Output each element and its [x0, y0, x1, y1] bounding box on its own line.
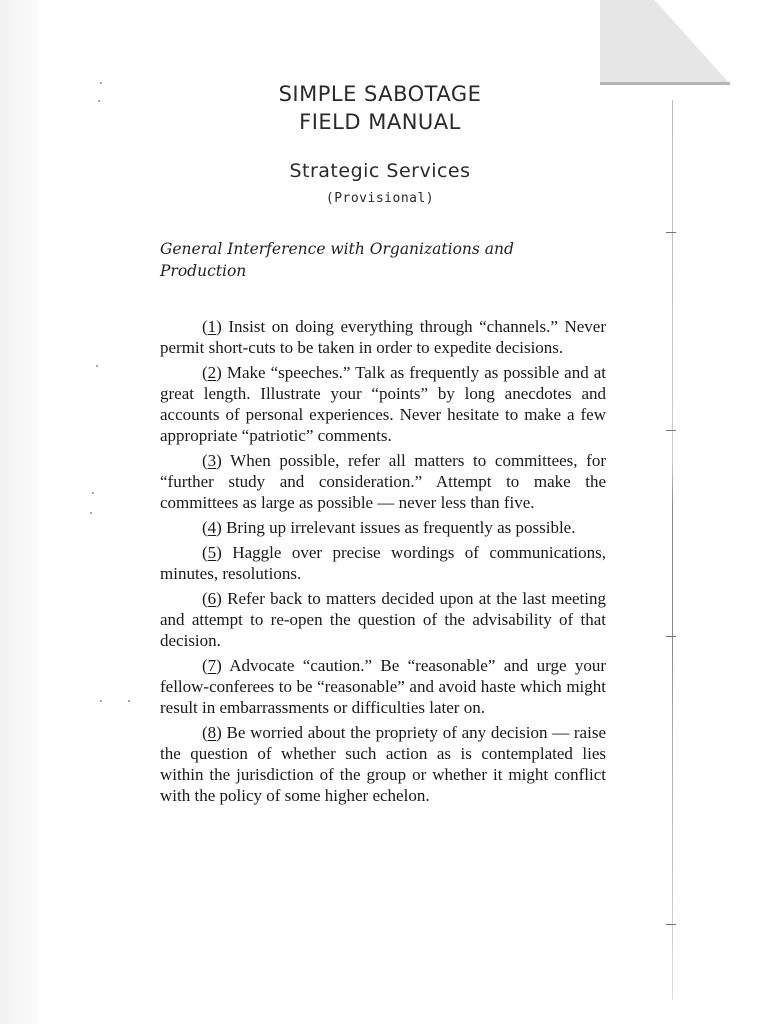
scan-speck [100, 700, 102, 702]
margin-tick [666, 232, 676, 233]
item-number: 5 [207, 543, 217, 562]
scan-speck [96, 365, 98, 367]
item-number: 6 [207, 589, 217, 608]
margin-rule-line [672, 100, 673, 1000]
scan-margin-left [0, 0, 38, 1024]
paragraph: (3) When possible, refer all matters to committees, for “further study and consideration.” Attempt to make the committees as large as possible — never less than five. [160, 451, 606, 512]
paragraph: (7) Advocate “caution.” Be “reasonable” and urge your fellow-conferees to be “reasonable” and avoid haste which might result in embarrassments or difficulties later on. [160, 656, 606, 717]
item-number: 4 [207, 518, 217, 537]
paragraph: (4) Bring up irrelevant issues as frequently as possible. [202, 518, 576, 537]
item-number: 7 [207, 656, 217, 675]
paragraph: (1) Insist on doing everything through “channels.” Never permit short-cuts to be taken in order to expedite decisions. [160, 317, 606, 357]
document-title: SIMPLE SABOTAGE [278, 82, 482, 106]
paragraph: (2) Make “speeches.” Talk as frequently as possible and at great length. Illustrate your “points” by long anecdotes and accounts of personal experiences. Never hesitate to make a few appropriate “patriotic” comments. [160, 363, 606, 445]
margin-tick [666, 636, 676, 637]
margin-tick [666, 924, 676, 925]
item-number: 8 [207, 723, 217, 742]
folded-corner-edge [600, 82, 730, 85]
item-text: Bring up irrelevant issues as frequently as possible. [221, 518, 576, 537]
margin-tick [666, 430, 676, 431]
scan-speck [92, 492, 94, 494]
item-text: Insist on doing everything through “channels.” Never permit short-cuts to be taken in order to expedite decisions. [160, 317, 606, 357]
document-title-line2: FIELD MANUAL [299, 110, 461, 134]
scan-speck [128, 700, 130, 702]
document-body [160, 316, 606, 810]
section-heading: General Interference with Organizations and Production [160, 240, 514, 280]
item-number: 1 [207, 317, 217, 336]
paragraph: (5) Haggle over precise wordings of communications, minutes, resolutions. [160, 543, 606, 583]
item-text: Be worried about the propriety of any decision — raise the question of whether such action as is contemplated lies within the jurisdiction of the group or whether it might conflict with the policy of some higher echelon. [160, 723, 606, 805]
item-text: Advocate “caution.” Be “reasonable” and urge your fellow-conferees to be “reasonable” and avoid haste which might result in embarrassments or difficulties later on. [160, 656, 606, 717]
scan-speck [100, 82, 102, 84]
item-number: 2 [207, 363, 217, 382]
item-text: Haggle over precise wordings of communications, minutes, resolutions. [160, 543, 606, 583]
document-subtitle-note: (Provisional) [325, 191, 435, 206]
item-number: 3 [207, 451, 217, 470]
document-subtitle: Strategic Services [289, 160, 471, 182]
scan-speck [98, 100, 100, 102]
item-text: When possible, refer all matters to committees, for “further study and consideration.” Attempt to make the committees as large as possible — never less than five. [160, 451, 606, 512]
paragraph: (6) Refer back to matters decided upon at the last meeting and attempt to re-open the question of the advisability of that decision. [160, 589, 606, 650]
paragraph: (8) Be worried about the propriety of any decision — raise the question of whether such action as is contemplated lies within the jurisdiction of the group or whether it might conflict with the policy of some higher echelon. [160, 723, 606, 805]
scan-speck [90, 512, 92, 514]
item-text: Refer back to matters decided upon at the last meeting and attempt to re-open the question of the advisability of that decision. [160, 589, 606, 650]
item-text: Make “speeches.” Talk as frequently as possible and at great length. Illustrate your “points” by long anecdotes and accounts of personal experiences. Never hesitate to make a few appropriate “patriotic” comments. [160, 363, 606, 445]
